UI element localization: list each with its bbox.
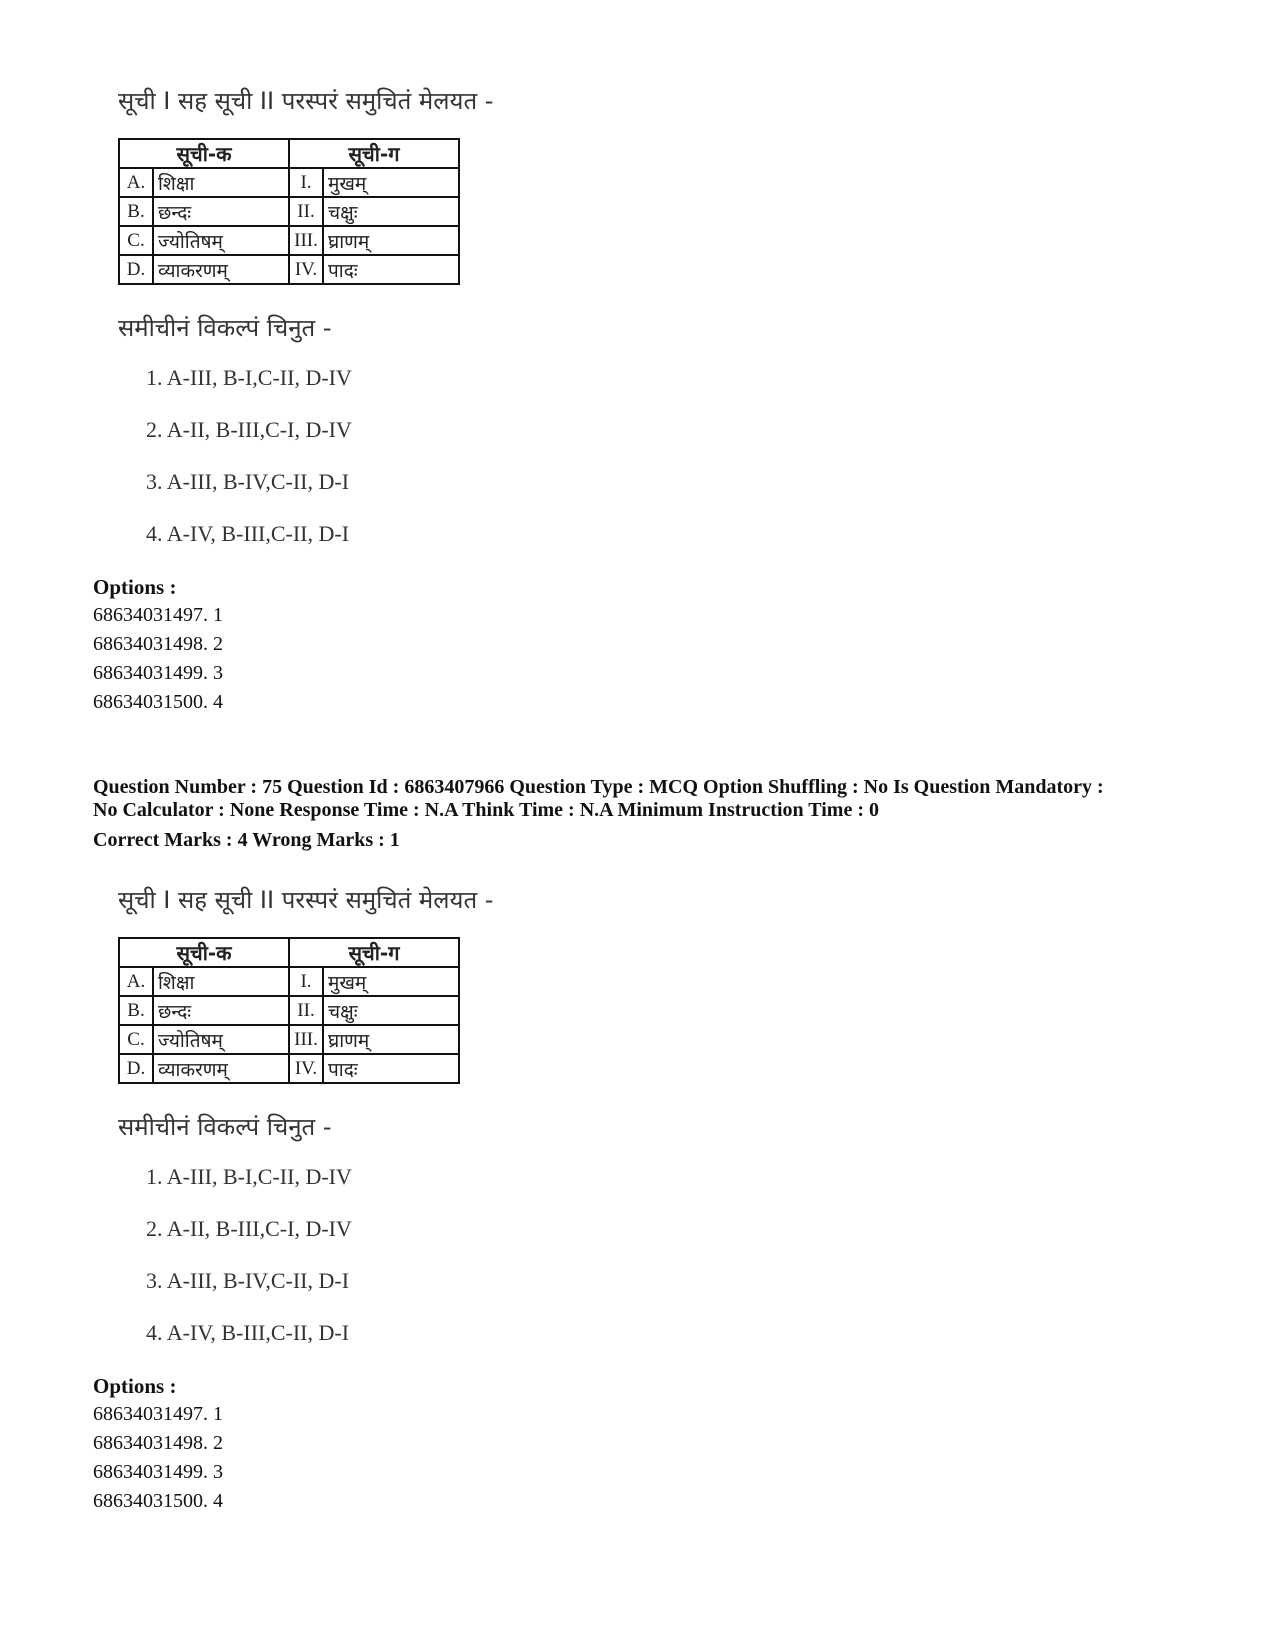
answer-choice: 2. A-II, B-III,C-I, D-IV (146, 1216, 352, 1241)
answer-choice: 4. A-IV, B-III,C-II, D-I (146, 1320, 350, 1345)
column-header-left: सूची-क (119, 139, 289, 168)
row-value-right: चक्षुः (323, 197, 459, 226)
row-value-left: व्याकरणम् (153, 1054, 289, 1083)
answer-choice: 3. A-III, B-IV,C-II, D-I (146, 1268, 350, 1293)
table-row (119, 197, 459, 226)
choose-instruction: समीचीनं विकल्पं चिनुत - (118, 1113, 332, 1141)
row-key-left: A. (119, 168, 153, 197)
table-row (119, 996, 459, 1025)
option-item: 68634031499. 3 (93, 662, 223, 684)
row-value-right: मुखम् (323, 967, 459, 996)
match-table (118, 937, 460, 1084)
row-key-left: B. (119, 197, 153, 226)
row-key-right: I. (289, 168, 323, 197)
choose-instruction: समीचीनं विकल्पं चिनुत - (118, 314, 332, 342)
row-value-right: चक्षुः (323, 996, 459, 1025)
option-item: 68634031498. 2 (93, 633, 223, 655)
row-key-right: II. (289, 197, 323, 226)
question-meta-line: No Calculator : None Response Time : N.A Think Time : N.A Minimum Instruction Time : 0 (93, 799, 879, 821)
question-meta (93, 776, 1193, 822)
row-key-left: B. (119, 996, 153, 1025)
row-value-right: पादः (323, 255, 459, 284)
column-header-left: सूची-क (119, 938, 289, 967)
options-heading: Options : (93, 575, 177, 599)
row-value-left: छन्दः (153, 996, 289, 1025)
row-value-right: घ्राणम् (323, 1025, 459, 1054)
row-key-right: II. (289, 996, 323, 1025)
option-item: 68634031498. 2 (93, 1432, 223, 1454)
row-key-right: IV. (289, 255, 323, 284)
column-header-right: सूची-ग (289, 938, 459, 967)
option-item: 68634031497. 1 (93, 1403, 223, 1425)
options-heading: Options : (93, 1374, 177, 1398)
row-value-right: मुखम् (323, 168, 459, 197)
row-key-right: III. (289, 1025, 323, 1054)
table-row (119, 1025, 459, 1054)
row-key-right: IV. (289, 1054, 323, 1083)
question-intro: सूची I सह सूची II परस्परं समुचितं मेलयत - (118, 87, 494, 115)
row-key-left: D. (119, 1054, 153, 1083)
row-value-right: पादः (323, 1054, 459, 1083)
row-key-right: III. (289, 226, 323, 255)
row-key-right: I. (289, 967, 323, 996)
option-item: 68634031500. 4 (93, 691, 223, 713)
question-meta-line: Question Number : 75 Question Id : 6863407966 Question Type : MCQ Option Shuffling : No Is Question Mandatory : (93, 776, 1104, 798)
table-header-row (119, 938, 459, 967)
table-header-row (119, 139, 459, 168)
option-item: 68634031499. 3 (93, 1461, 223, 1483)
option-item: 68634031500. 4 (93, 1490, 223, 1512)
option-item: 68634031497. 1 (93, 604, 223, 626)
table-row (119, 255, 459, 284)
table-row (119, 1054, 459, 1083)
column-header-right: सूची-ग (289, 139, 459, 168)
row-value-left: शिक्षा (153, 967, 289, 996)
match-table (118, 138, 460, 285)
row-key-left: A. (119, 967, 153, 996)
row-key-left: D. (119, 255, 153, 284)
table-row (119, 226, 459, 255)
answer-choice: 4. A-IV, B-III,C-II, D-I (146, 521, 350, 546)
row-value-left: शिक्षा (153, 168, 289, 197)
answer-choice: 3. A-III, B-IV,C-II, D-I (146, 469, 350, 494)
answer-choice: 1. A-III, B-I,C-II, D-IV (146, 365, 352, 390)
row-value-left: ज्योतिषम् (153, 226, 289, 255)
row-value-left: व्याकरणम् (153, 255, 289, 284)
table-row (119, 967, 459, 996)
row-value-left: ज्योतिषम् (153, 1025, 289, 1054)
marks-info: Correct Marks : 4 Wrong Marks : 1 (93, 829, 400, 851)
table-row (119, 168, 459, 197)
answer-choice: 2. A-II, B-III,C-I, D-IV (146, 417, 352, 442)
answer-choice: 1. A-III, B-I,C-II, D-IV (146, 1164, 352, 1189)
question-intro: सूची I सह सूची II परस्परं समुचितं मेलयत - (118, 886, 494, 914)
row-key-left: C. (119, 226, 153, 255)
row-value-left: छन्दः (153, 197, 289, 226)
row-key-left: C. (119, 1025, 153, 1054)
row-value-right: घ्राणम् (323, 226, 459, 255)
